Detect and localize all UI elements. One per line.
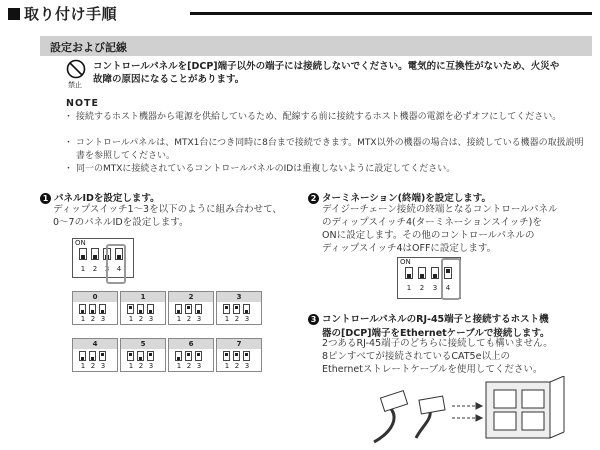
- dip-switch-number: 2: [234, 362, 240, 370]
- dip-switch-2: [91, 248, 99, 260]
- dip-switch-number: 3: [244, 315, 250, 323]
- dip-switch-number: 2: [186, 315, 192, 323]
- step2-body-line: デイジーチェーン接続の終端となるコントロールパネル: [322, 204, 558, 215]
- step3-number: 3: [308, 314, 319, 325]
- dip-switch-2: [137, 351, 144, 361]
- dip-switch-1: [175, 304, 182, 314]
- dip-knob: [81, 255, 85, 259]
- dip-switch-3: [147, 351, 154, 361]
- dip-knob: [139, 357, 142, 360]
- dip-knob: [197, 353, 200, 356]
- dip-knob: [177, 357, 180, 360]
- panel-id-label: 4: [73, 339, 117, 349]
- step1-heading: [40, 190, 160, 204]
- dip-switch-number: 1: [224, 315, 230, 323]
- note-item-text: 接続するホスト機器から電源を供給しているため、配線する前に接続するホスト機器の電源を必ずオフにしてください。: [76, 112, 562, 122]
- note-item: ・ 同一のMTXに接続されているコントロールパネルのIDは重複しないように設定してください。: [64, 163, 584, 176]
- panel-id-label: 3: [217, 292, 261, 302]
- dip-knob: [187, 306, 190, 309]
- dip-switch-number: 2: [138, 362, 144, 370]
- title-rule: [190, 12, 592, 15]
- note-heading: NOTE: [66, 98, 99, 109]
- step2-body-line: ディップスイッチ4はOFFに設定します。: [322, 243, 497, 254]
- dip-switch-number: 3: [196, 362, 202, 370]
- panel-id-cell-2: [168, 291, 214, 325]
- dip-switch-number: 1: [128, 362, 134, 370]
- dip-switch-number: 2: [186, 362, 192, 370]
- dip-switch-number: 3: [148, 362, 154, 370]
- dip-switch-number: 1: [80, 362, 86, 370]
- dip-switch-number: 4: [445, 284, 451, 292]
- step2-body-line: のディップスイッチ4(ターミネーションスイッチ)を: [322, 217, 542, 228]
- dip-switch-number: 4: [116, 265, 122, 273]
- step1-title: パネルIDを設定します。: [54, 193, 160, 204]
- step3-heading: [308, 311, 550, 339]
- panel-id-cell-7: [216, 338, 262, 372]
- dip-switch-3: [431, 267, 439, 279]
- section-title: 設定および記線: [50, 41, 127, 54]
- dip-switch-3: [195, 304, 202, 314]
- dip-switch-3: [99, 304, 106, 314]
- dip-knob: [149, 353, 152, 356]
- dip-switch-2: [233, 351, 240, 361]
- dip-switch-number: 1: [80, 265, 86, 273]
- dip-switch-number: 2: [92, 265, 98, 273]
- dip-switch-number: 1: [176, 315, 182, 323]
- panel-id-label: 7: [217, 339, 261, 349]
- dip-switch-3: [243, 304, 250, 314]
- dip-switch-number: 2: [138, 315, 144, 323]
- dip-knob: [81, 310, 84, 313]
- dip-knob: [407, 274, 411, 278]
- dip-knob: [149, 310, 152, 313]
- dip-on-label: ON: [400, 258, 411, 266]
- dip-knob: [101, 353, 104, 356]
- dip-switch-number: 3: [104, 265, 110, 273]
- step2-body: [322, 203, 558, 255]
- dip-knob: [177, 310, 180, 313]
- panel-id-label: 6: [169, 339, 213, 349]
- step1-body-line: 0～7のパネルIDを設定します。: [53, 217, 189, 228]
- dip-switch-number: 3: [100, 315, 106, 323]
- step2-number: 2: [308, 193, 319, 204]
- dip-switch-1: [127, 351, 134, 361]
- dip-switch-2: [185, 351, 192, 361]
- note-item-text: 同一のMTXに接続されているコントロールパネルのIDは重複しないように設定してください。: [76, 164, 456, 174]
- dip-switch-2: [89, 351, 96, 361]
- dip-switch-1: [175, 351, 182, 361]
- dip-switch-number: 3: [244, 362, 250, 370]
- dip-switch-2: [418, 267, 426, 279]
- dip-knob: [139, 310, 142, 313]
- dip-knob: [91, 310, 94, 313]
- warning-text: コントロールパネルを[DCP]端子以外の端子には接続しないでください。電気的に互換性がないため、火災や故障の原因になることがあります。: [93, 61, 560, 85]
- panel-id-label: 5: [121, 339, 165, 349]
- dip-switch-2: [185, 304, 192, 314]
- panel-id-cell-0: [72, 291, 118, 325]
- dip-switch-number: 1: [176, 362, 182, 370]
- dip-switch-1: [79, 304, 86, 314]
- page-title-text: 取り付け手順: [24, 5, 118, 23]
- dip-knob: [225, 353, 228, 356]
- panel-id-cell-4: [72, 338, 118, 372]
- panel-id-cell-6: [168, 338, 214, 372]
- dip-switch-1: [223, 351, 230, 361]
- dip-knob: [91, 357, 94, 360]
- panel-id-cell-3: [216, 291, 262, 325]
- no-entry-icon: [66, 59, 86, 79]
- dip-knob: [433, 274, 437, 278]
- dip-switch-2: [233, 304, 240, 314]
- dip-switch-number: 1: [128, 315, 134, 323]
- dip-switch-1: [127, 304, 134, 314]
- step1-body: [53, 203, 282, 229]
- dip-knob: [420, 274, 424, 278]
- panel-id-label: 2: [169, 292, 213, 302]
- dip-knob: [129, 353, 132, 356]
- dip-switch-number: 2: [90, 315, 96, 323]
- highlight-switch-4: [106, 244, 126, 284]
- dip-switch-number: 2: [234, 315, 240, 323]
- dip-knob: [81, 357, 84, 360]
- dip-switch-3: [99, 351, 106, 361]
- step2-heading: [308, 190, 491, 204]
- step3-title-line: コントロールパネルのRJ-45端子と接続するホスト機: [322, 314, 549, 325]
- page-title: [8, 3, 117, 24]
- step3-title-line: 器の[DCP]端子をEthernetケーブルで接続します。: [322, 328, 550, 339]
- dip-switch-1: [405, 267, 413, 279]
- dip-switch-1: [79, 351, 86, 361]
- dip-knob: [245, 353, 248, 356]
- dip-switch-number: 2: [90, 362, 96, 370]
- dip-knob: [197, 310, 200, 313]
- highlight-switch-4-on: [441, 258, 461, 300]
- note-item: ・ 接続するホスト機器から電源を供給しているため、配線する前に接続するホスト機器の電源を必ずオフにしてください。: [64, 111, 584, 124]
- dip-knob: [101, 310, 104, 313]
- dip-switch-number: 3: [148, 315, 154, 323]
- step1-number: 1: [40, 193, 51, 204]
- square-bullet-icon: [8, 8, 20, 20]
- dip-switch-2: [137, 304, 144, 314]
- note-item: ・ コントロールパネルは、MTX1台につき同時に8台まで接続できます。MTX以外の機器の場合は、接続している機器の取扱説明書を参照してください。: [64, 138, 584, 161]
- step3-body-line: 8ピンすべてが接続されているCAT5e以上の: [322, 351, 510, 362]
- warning-label: 禁止: [68, 81, 82, 89]
- panel-id-label: 1: [121, 292, 165, 302]
- dip-switch-number: 1: [406, 284, 412, 292]
- panel-id-cell-5: [120, 338, 166, 372]
- dip-switch-3: [147, 304, 154, 314]
- dip-switch-3: [195, 351, 202, 361]
- dip-switch-1: [79, 248, 87, 260]
- dip-switch-number: 3: [196, 315, 202, 323]
- dip-knob: [235, 306, 238, 309]
- dip-switch-number: 1: [224, 362, 230, 370]
- step2-title: ターミネーション(終端)を設定します。: [322, 193, 492, 204]
- dip-switch-1: [223, 304, 230, 314]
- dip-switch-2: [89, 304, 96, 314]
- dip-knob: [245, 310, 248, 313]
- dip-switch-number: 1: [80, 315, 86, 323]
- dip-switch-number: 3: [100, 362, 106, 370]
- dip-knob: [129, 306, 132, 309]
- step1-body-line: ディップスイッチ1～3を以下のように組み合わせて、: [53, 204, 282, 215]
- dip-switch-number: 2: [419, 284, 425, 292]
- dip-knob: [93, 255, 97, 259]
- panel-id-label: 0: [73, 292, 117, 302]
- note-item-text: コントロールパネルは、MTX1台につき同時に8台まで接続できます。MTX以外の機器の場合は、接続している機器の取扱説明書を参照してください。: [76, 138, 584, 161]
- dip-knob: [235, 353, 238, 356]
- dip-switch-number: 3: [432, 284, 438, 292]
- step3-body-line: Ethernetストレートケーブルを使用してください。: [322, 364, 543, 375]
- dip-knob: [187, 353, 190, 356]
- step3-body: [322, 337, 553, 376]
- panel-id-cell-1: [120, 291, 166, 325]
- dip-knob: [225, 306, 228, 309]
- step2-body-line: ONに設定します。その他のコントロールパネルの: [322, 230, 535, 241]
- rj45-connection-illustration: [372, 376, 572, 448]
- dip-on-label: ON: [75, 239, 86, 247]
- step3-body-line: 2つあるRJ-45端子のどちらに接続しても構いません。: [322, 338, 553, 349]
- dip-switch-3: [243, 351, 250, 361]
